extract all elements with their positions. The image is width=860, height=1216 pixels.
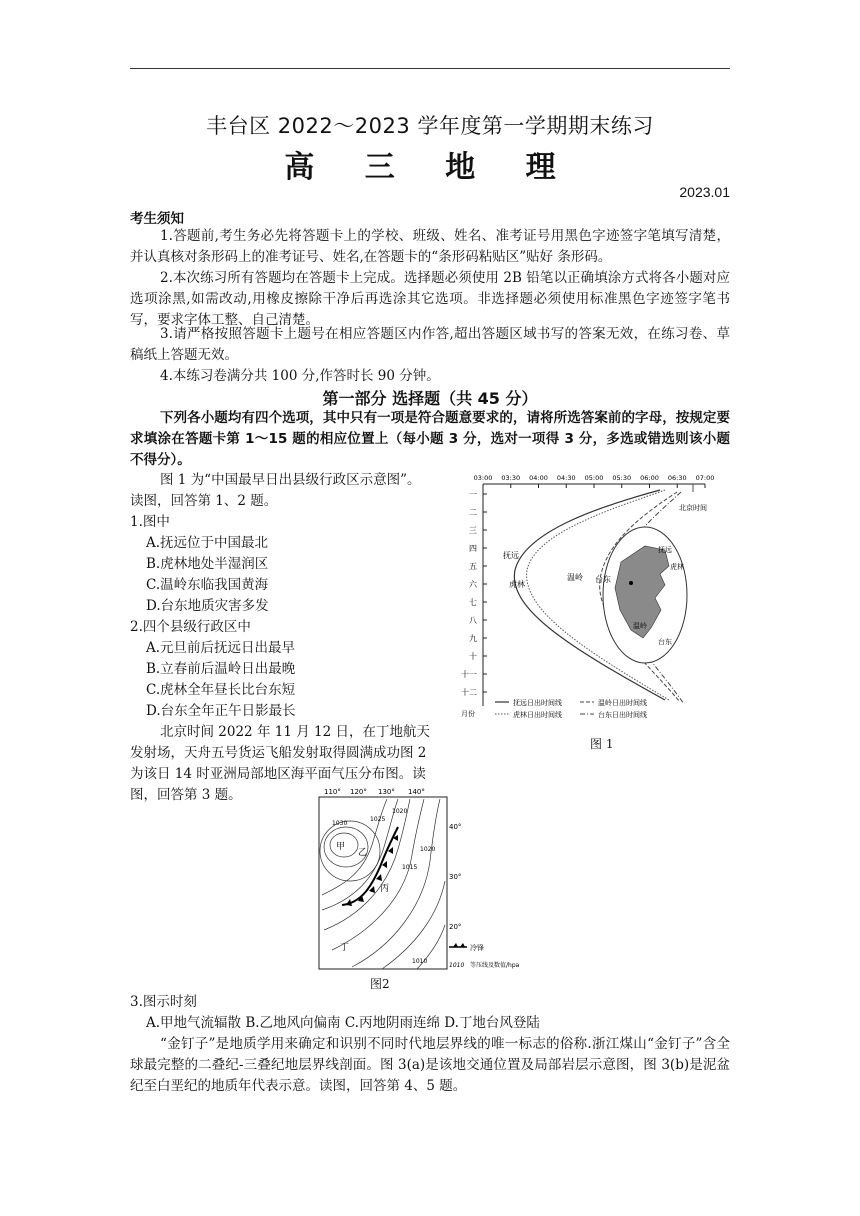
figure-2 <box>312 785 520 995</box>
time-axis-label: 北京时间 <box>679 504 707 512</box>
month-tick-label: 六 <box>469 580 477 589</box>
month-tick-label: 七 <box>469 598 477 607</box>
isobar-label: 1030 <box>332 820 348 827</box>
time-tick-label: 05:30 <box>612 474 632 482</box>
lon-tick: 130° <box>378 788 395 796</box>
time-tick-label: 05:00 <box>584 474 604 482</box>
month-axis-label: 月份 <box>461 710 475 718</box>
notice-item: 1.答题前,考生务必先将答题卡上的学校、班级、姓名、准考证号用黑色字迹签字笔填写清楚，并认真核对条形码上的准考证号、姓名,在答题卡的“条形码粘贴区”贴好 条形码。 <box>130 228 730 265</box>
figure-1 <box>455 470 730 750</box>
lon-tick: 110° <box>324 788 341 796</box>
q2-option-b: B.立春前后温岭日出最晚 <box>146 661 296 677</box>
header-rule <box>130 68 730 69</box>
site-ding: 丁 <box>340 943 350 953</box>
place-label-wenling: 温岭 <box>567 573 583 582</box>
place-label-hulin: 虎林 <box>509 580 525 589</box>
time-tick-label: 06:00 <box>640 474 659 482</box>
lat-tick: 40° <box>449 823 462 831</box>
month-tick-label: 二 <box>469 508 477 517</box>
month-tick-label: 三 <box>469 526 477 535</box>
isobar-label: 1015 <box>402 864 418 871</box>
q1-option-b: B.虎林地处半湿润区 <box>146 556 269 572</box>
time-tick-label: 06:30 <box>667 474 687 482</box>
month-tick-label: 五 <box>469 562 477 571</box>
isobar-label: 1025 <box>370 816 386 823</box>
notice-item: 4.本练习卷满分共 100 分,作答时长 90 分钟。 <box>160 368 440 384</box>
q2-option-c: C.虎林全年昼长比台东短 <box>146 682 296 698</box>
figure-2-caption: 图2 <box>370 977 390 991</box>
notice-heading: 考生须知 <box>130 211 184 227</box>
q1-option-c: C.温岭东临我国黄海 <box>146 577 269 593</box>
question-3-stem: 3.图示时刻 <box>130 994 197 1010</box>
month-tick-label: 四 <box>469 544 477 553</box>
legend-hulin: 虎林日出时间线 <box>513 711 562 719</box>
part1-instructions: 下列各小题均有四个选项，其中只有一项是符合题意要求的，请将所选答案前的字母，按规定要求填涂在答题卡第 1～15 题的相应位置上（每小题 3 分，选对一项得 3 分，多选或错选则该小题不得分）。 <box>130 410 730 468</box>
subject-title: 高 三 地 理 <box>284 150 576 185</box>
time-tick-label: 04:30 <box>556 474 576 482</box>
legend-isobar-sample: 1010 <box>449 962 465 969</box>
month-tick-label: 九 <box>469 634 477 643</box>
golden-spike-intro: “金钉子”是地质学用来确定和识别不同时代地层界线的唯一标志的俗称.浙江煤山“金钉子”含全球最完整的二叠纪-三叠纪地层界线剖面。图 3(a)是该地交通位置及局部岩层示意图，图 3(b)是泥盆纪至白垩纪的地质年代表示意。读图，回答第 4、5 题。 <box>130 1036 730 1094</box>
fig2-intro: 北京时间 2022 年 11 月 12 日，在丁地航天发射场，天舟五号货运飞船发射取得圆满成功图 2 为该日 14 时亚洲局部地区海平面气压分布图。读图，回答第 3 题。 <box>130 724 430 803</box>
q2-option-d: D.台东全年正午日影最长 <box>146 703 296 719</box>
map-label-wenling: 温岭 <box>633 622 647 630</box>
time-tick-label: 03:00 <box>473 474 493 482</box>
month-tick-label: 十二 <box>461 688 477 697</box>
q2-option-a: A.元旦前后抚远日出最早 <box>146 640 296 656</box>
part1-title: 第一部分 选择题（共 45 分） <box>322 389 538 408</box>
map-label-fuyuan: 抚远 <box>658 546 672 554</box>
site-yi: 乙 <box>358 848 368 858</box>
notice-item: 3.请严格按照答题卡上题号在相应答题区内作答,超出答题区域书写的答案无效，在练习卷、草稿纸上答题无效。 <box>130 326 730 363</box>
q3-options: A.甲地气流辐散 B.乙地风向偏南 C.丙地阴雨连绵 D.丁地台风登陆 <box>146 1015 540 1031</box>
exam-date: 2023.01 <box>679 184 730 200</box>
time-tick-label: 03:30 <box>501 474 521 482</box>
time-tick-label: 04:00 <box>529 474 548 482</box>
legend-cold-front: 冷锋 <box>470 944 484 952</box>
q1-option-a: A.抚远位于中国最北 <box>146 535 269 551</box>
map-label-hulin: 虎林 <box>670 563 684 571</box>
place-label-fuyuan: 抚远 <box>503 551 519 560</box>
q1-option-d: D.台东地质灾害多发 <box>146 598 269 614</box>
site-jia: 甲 <box>336 842 346 852</box>
notice-item: 2.本次练习所有答题均在答题卡上完成。选择题必须使用 2B 铅笔以正确填涂方式将各小题对应选项涂黑,如需改动,用橡皮擦除干净后再选涂其它选项。非选择题必须使用标准黑色字迹签字笔书写，要求字体工整、自己清楚。 <box>130 270 730 328</box>
place-label-taidong: 台东 <box>595 575 611 584</box>
time-tick-label: 07:00 <box>695 474 715 482</box>
figure-1-caption: 图 1 <box>590 737 614 751</box>
lon-tick: 120° <box>350 788 367 796</box>
month-tick-label: 一 <box>469 490 477 499</box>
lat-tick: 30° <box>449 873 462 881</box>
legend-taidong: 台东日出时间线 <box>598 711 647 719</box>
legend-fuyuan: 抚远日出时间线 <box>513 699 562 707</box>
exam-title: 丰台区 2022～2023 学年度第一学期期末练习 <box>206 114 654 138</box>
fig1-intro: 图 1 为“中国最早日出县级行政区示意图”。读图，回答第 1、2 题。 <box>130 472 421 509</box>
isobar-label: 1010 <box>412 958 428 965</box>
isobar-label: 1020 <box>392 808 408 815</box>
lon-tick: 140° <box>408 788 425 796</box>
site-bing: 丙 <box>380 884 390 894</box>
question-1-stem: 1.图中 <box>130 514 170 530</box>
legend-isobar: 等压线及数值/hpa <box>470 962 520 969</box>
legend-wenling: 温岭日出时间线 <box>598 699 647 707</box>
month-tick-label: 八 <box>469 616 477 625</box>
isobar-label: 1020 <box>420 846 436 853</box>
month-tick-label: 十 <box>469 652 477 661</box>
lat-tick: 20° <box>449 923 462 931</box>
map-label-taidong: 台东 <box>658 638 672 646</box>
month-tick-label: 十一 <box>461 670 477 679</box>
question-2-stem: 2.四个县级行政区中 <box>130 619 251 635</box>
